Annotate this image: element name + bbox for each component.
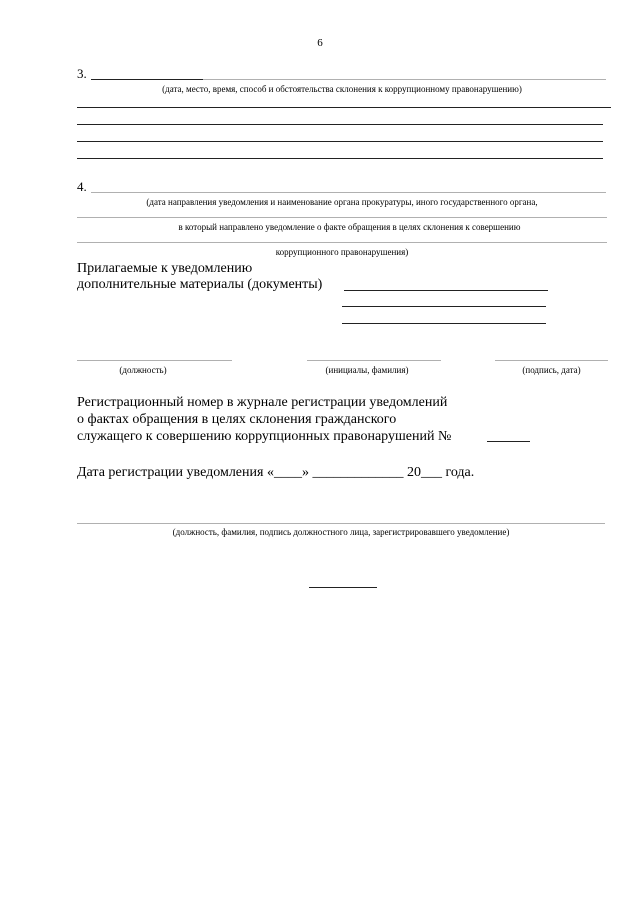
section-3-number: 3. bbox=[77, 66, 87, 81]
registration-line-1: Регистрационный номер в журнале регистрации уведомлений bbox=[77, 395, 448, 410]
name-line[interactable] bbox=[307, 360, 441, 361]
section-3-line-2[interactable] bbox=[77, 124, 603, 125]
section-4-input-line[interactable] bbox=[91, 192, 606, 193]
registration-line-2: о фактах обращения в целях склонения гражданского bbox=[77, 412, 397, 427]
attachments-line-1[interactable] bbox=[344, 290, 548, 291]
position-caption: (должность) bbox=[119, 365, 167, 375]
attachments-label-line-2: дополнительные материалы (документы) bbox=[77, 277, 323, 292]
section-4-line-2[interactable] bbox=[77, 242, 607, 243]
section-3-line-4[interactable] bbox=[77, 158, 603, 159]
section-3-input-line[interactable] bbox=[91, 79, 203, 80]
section-3-caption: (дата, место, время, способ и обстоятельства склонения к коррупционному правонарушению) bbox=[162, 84, 522, 94]
signature-date-line[interactable] bbox=[495, 360, 608, 361]
section-4-caption-2: в который направлено уведомление о факте обращения в целях склонения к совершению bbox=[178, 222, 521, 232]
section-4-caption-3: коррупционного правонарушения) bbox=[275, 247, 409, 257]
section-3-line-1[interactable] bbox=[77, 107, 611, 108]
registration-number-line[interactable] bbox=[487, 441, 530, 442]
page-number: 6 bbox=[317, 37, 323, 49]
section-3-input-line-rest[interactable] bbox=[203, 79, 606, 80]
registrar-caption: (должность, фамилия, подпись должностного лица, зарегистрировавшего уведомление) bbox=[172, 527, 510, 537]
section-4-number: 4. bbox=[77, 179, 87, 194]
signature-date-caption: (подпись, дата) bbox=[522, 365, 581, 375]
section-4-caption-1: (дата направления уведомления и наименование органа прокуратуры, иного государственного органа, bbox=[146, 197, 538, 207]
registrar-line[interactable] bbox=[77, 523, 605, 524]
closing-separator bbox=[309, 587, 377, 588]
registration-line-3: служащего к совершению коррупционных правонарушений № bbox=[77, 429, 452, 444]
section-4-line-1[interactable] bbox=[77, 217, 607, 218]
attachments-label-line-1: Прилагаемые к уведомлению bbox=[77, 261, 253, 276]
attachments-line-2[interactable] bbox=[342, 306, 546, 307]
name-caption: (инициалы, фамилия) bbox=[325, 365, 409, 375]
attachments-line-3[interactable] bbox=[342, 323, 546, 324]
registration-date: Дата регистрации уведомления «____» _____________ 20___ года. bbox=[77, 465, 475, 480]
position-line[interactable] bbox=[77, 360, 232, 361]
section-3-line-3[interactable] bbox=[77, 141, 603, 142]
